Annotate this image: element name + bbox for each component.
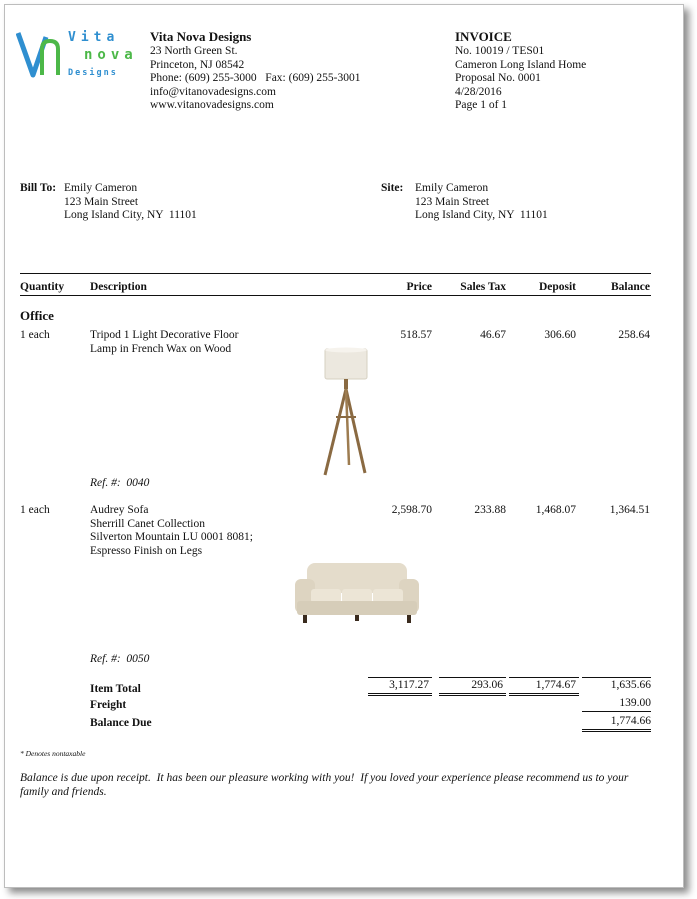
item-1-quantity: 1 each [20, 329, 50, 341]
col-balance: Balance [611, 281, 650, 293]
bill-to-street: 123 Main Street [64, 195, 139, 208]
total-deposit: 1,774.67 [509, 679, 579, 696]
col-sales-tax: Sales Tax [460, 281, 506, 293]
freight-label: Freight [90, 699, 127, 711]
bill-to-name: Emily Cameron [64, 182, 138, 194]
col-description: Description [90, 281, 147, 293]
total-price: 3,117.27 [368, 679, 432, 696]
item-1-description [90, 329, 238, 356]
floor-lamp-icon [289, 347, 429, 479]
freight-amount: 139.00 [582, 697, 651, 712]
col-price: Price [406, 281, 432, 293]
logo-text-vita: Vita [68, 30, 120, 45]
site-address [415, 182, 548, 223]
closing-line: Balance is due upon receipt. It has been our pleasure working with you! If you loved your experience please recommend us to your [20, 772, 629, 784]
item-2-desc-line: Silverton Mountain LU 0001 8081; [90, 531, 253, 543]
item-2-balance: 1,364.51 [609, 504, 650, 516]
item-2-desc-line: Audrey Sofa [90, 504, 149, 516]
site-label: Site: [381, 182, 404, 194]
invoice-number: No. 10019 / TES01 [455, 45, 545, 57]
balance-due-label: Balance Due [90, 717, 152, 729]
bill-to-city: Long Island City, NY 11101 [64, 209, 197, 221]
company-email: info@vitanovadesigns.com [150, 85, 276, 98]
item-1-balance: 258.64 [618, 329, 650, 341]
closing-line: family and friends. [20, 786, 107, 798]
invoice-page-number: Page 1 of 1 [455, 99, 508, 111]
item-1-ref: Ref. #: 0040 [90, 477, 150, 489]
item-2-ref: Ref. #: 0050 [90, 653, 150, 665]
tax-total-top-rule [439, 677, 506, 678]
bill-to-label: Bill To: [20, 182, 57, 194]
header-top-rule [20, 273, 651, 274]
invoice-page [4, 4, 684, 888]
company-address2: Princeton, NJ 08542 [150, 58, 245, 71]
item-2-desc-line: Sherrill Canet Collection [90, 517, 205, 530]
site-name: Emily Cameron [415, 182, 489, 194]
col-quantity: Quantity [20, 281, 65, 293]
item-2-quantity: 1 each [20, 504, 50, 516]
total-balance: 1,635.66 [610, 679, 651, 691]
logo-text-designs: Designs [68, 68, 118, 78]
item-2-desc-line: Espresso Finish on Legs [90, 544, 203, 557]
company-name: Vita Nova Designs [150, 29, 252, 44]
company-website: www.vitanovadesigns.com [150, 99, 274, 111]
bill-to-address [64, 182, 197, 223]
col-deposit: Deposit [538, 281, 576, 293]
item-1-desc-line: Lamp in French Wax on Wood [90, 342, 232, 355]
site-city: Long Island City, NY 11101 [415, 209, 548, 221]
sofa-icon [289, 555, 429, 627]
company-logo [16, 25, 146, 83]
header-bottom-rule [20, 295, 651, 296]
invoice-date: 4/28/2016 [455, 85, 502, 98]
invoice-project: Cameron Long Island Home [455, 58, 587, 71]
balance-total-top-rule [582, 677, 651, 678]
company-phone: Phone: (609) 255-3000 Fax: (609) 255-3001 [150, 72, 361, 84]
balance-due-amount: 1,774.66 [582, 715, 651, 732]
logo-text-nova: nova [84, 47, 138, 63]
site-street: 123 Main Street [415, 195, 490, 208]
item-1-deposit: 306.60 [544, 329, 576, 341]
closing-message [20, 771, 660, 799]
total-sales-tax: 293.06 [439, 679, 506, 696]
item-1-price: 518.57 [400, 329, 432, 341]
item-2-price: 2,598.70 [391, 504, 432, 516]
item-2-description [90, 504, 253, 558]
nontaxable-footnote: * Denotes nontaxable [20, 749, 86, 758]
price-total-top-rule [368, 677, 432, 678]
invoice-title: INVOICE [455, 29, 512, 44]
invoice-header [455, 29, 586, 113]
invoice-proposal: Proposal No. 0001 [455, 72, 541, 84]
item-2-sales-tax: 233.88 [474, 504, 506, 516]
item-2-image [289, 555, 429, 627]
item-1-sales-tax: 46.67 [480, 329, 506, 341]
item-total-label: Item Total [90, 683, 141, 695]
item-1-image [289, 347, 429, 479]
item-2-deposit: 1,468.07 [535, 504, 576, 516]
deposit-total-top-rule [509, 677, 579, 678]
section-title: Office [20, 308, 54, 323]
company-address1: 23 North Green St. [150, 45, 238, 57]
item-1-desc-line: Tripod 1 Light Decorative Floor [90, 329, 239, 341]
company-info [150, 29, 361, 113]
